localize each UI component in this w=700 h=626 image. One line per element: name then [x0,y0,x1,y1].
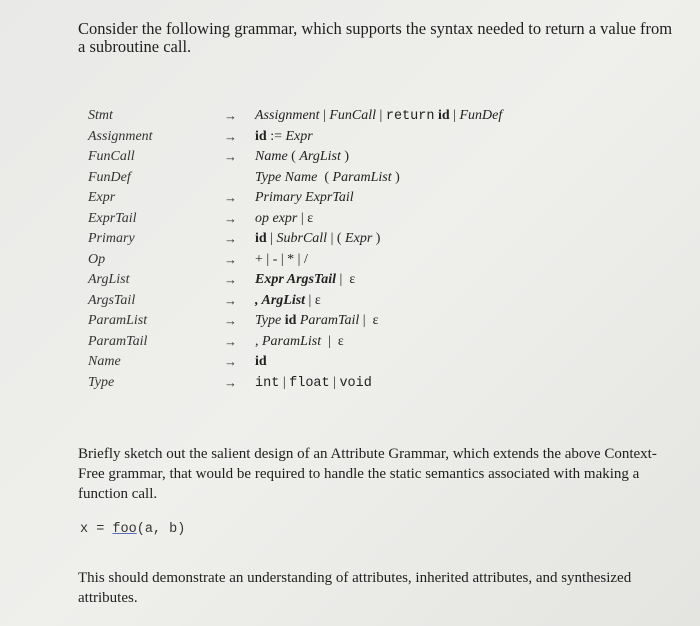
rhs-symbol: Name [255,149,288,164]
arrow-icon: → [224,251,237,267]
rule-rhs [255,352,267,372]
arrow-icon: → [224,374,237,390]
rule-rhs [255,332,344,352]
arrow-icon: → [224,190,237,205]
rhs-symbol: Type Name [255,169,318,185]
rule-lhs: ParamList [88,313,148,328]
rhs-symbol: | ε [321,333,344,349]
rhs-symbol: , ArgList [255,292,306,308]
rule-rhs [255,127,313,147]
rule-rhs [255,209,313,229]
rhs-symbol: id [255,231,267,246]
rule-lhs: Expr [88,190,116,205]
rhs-symbol: return [385,109,435,124]
rhs-symbol: int [255,375,280,391]
rhs-symbol: op expr [255,210,298,226]
rhs-symbol: , ParamList [255,333,322,349]
arrow-icon: → [224,108,237,123]
arrow-icon: → [224,210,237,226]
rule-rhs [255,311,378,331]
rhs-symbol: Expr ArgsTail [255,272,337,287]
rhs-symbol: Assignment [255,108,320,123]
arrow-icon: → [224,292,237,308]
rhs-symbol: ParamList [332,169,392,185]
rhs-symbol: Expr [285,128,313,144]
rule-lhs: FunCall [88,149,135,164]
rule-rhs [255,250,308,270]
arrow-icon: → [224,149,237,164]
rhs-symbol: ) [340,149,350,164]
rhs-symbol: ParamTail [299,313,360,328]
arrow-icon: → [224,333,237,349]
rhs-symbol: ( [317,169,333,185]
rhs-symbol: FunCall [329,108,377,123]
rule-lhs: Op [88,251,106,267]
rule-rhs [255,270,355,290]
rhs-symbol: | [449,108,460,123]
rhs-symbol: | [376,108,386,123]
rule-rhs [255,188,354,208]
rhs-symbol: id [434,108,450,123]
rhs-symbol: Primary ExprTail [255,190,354,205]
rhs-symbol: void [339,375,372,391]
rhs-symbol: Type [255,313,282,328]
rhs-symbol: ( [287,149,300,164]
closing-paragraph: This should demonstrate an understanding of attributes, inherited attributes, and synthesized attributes. [78,570,632,606]
rule-lhs: Name [88,354,121,369]
rule-rhs [255,106,502,127]
rule-lhs: Primary [88,231,135,246]
rhs-symbol: FunDef [459,108,503,123]
rhs-symbol: | [319,108,330,123]
rule-lhs: Type [88,374,115,390]
rhs-symbol: id [255,128,267,144]
rhs-symbol: id [281,313,300,328]
task-paragraph: Briefly sketch out the salient design of an Attribute Grammar, which extends the above Context-Free grammar, that would be required to handle the static semantics associated with making a function call. [78,446,657,502]
rhs-symbol: | ε [305,292,321,308]
rhs-symbol: SubrCall [276,231,328,246]
rule-rhs [255,291,321,311]
rule-lhs: ArgList [88,272,130,287]
arrow-icon: → [224,313,237,328]
rhs-symbol: ArgList [299,149,341,164]
rhs-symbol: | ( [327,231,346,246]
rhs-symbol: ) [372,231,381,246]
rule-lhs: Stmt [88,108,113,123]
rhs-symbol: Expr [345,231,373,246]
arrow-icon: → [224,272,237,287]
code-function-name: foo [112,522,137,537]
rhs-symbol: | ε [336,272,356,287]
rhs-symbol: ) [391,169,400,185]
code-suffix: (a, b) [136,522,186,537]
code-prefix: x = [80,522,113,537]
rhs-symbol: | [266,231,277,246]
rule-lhs: ArgsTail [88,292,136,308]
arrow-icon: → [224,231,237,246]
arrow-icon: → [224,354,237,369]
rule-rhs [255,229,380,249]
rule-rhs [255,168,400,188]
rule-lhs: ParamTail [88,333,148,349]
rhs-symbol: | ε [297,210,314,226]
rhs-symbol: id [255,354,267,369]
rhs-symbol: | [329,374,340,390]
rule-lhs: ExprTail [88,210,137,226]
rule-lhs: FunDef [88,169,131,185]
rhs-symbol: := [266,128,286,144]
rhs-symbol: float [289,375,330,391]
rule-lhs: Assignment [88,128,153,144]
rhs-symbol: | [279,374,290,390]
rule-rhs [255,373,372,394]
arrow-icon: → [224,128,237,144]
question-intro: Consider the following grammar, which supports the syntax needed to return a value from a subroutine call. [78,19,673,56]
code-example [80,522,185,537]
rhs-symbol: + | - | * | / [255,251,308,267]
rule-rhs [255,147,349,167]
rhs-symbol: | ε [359,313,379,328]
